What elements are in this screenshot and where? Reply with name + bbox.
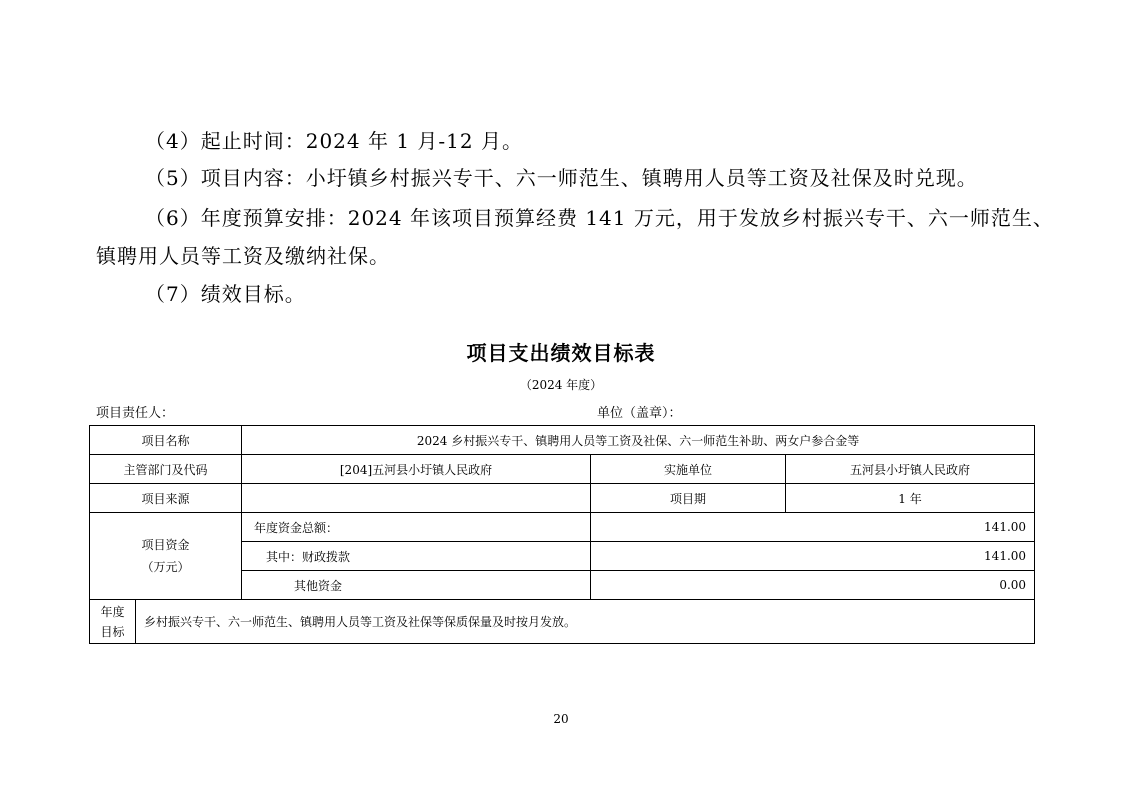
annual-goal-label-line2: 目标 — [100, 624, 125, 639]
annual-goal-label-line1: 年度 — [100, 604, 125, 619]
fiscal-funds-label: 其中：财政拨款 — [242, 542, 591, 571]
responsible-person-label: 项目责任人： — [96, 406, 175, 421]
source-label: 项目来源 — [90, 484, 242, 513]
funds-label-line2: （万元） — [141, 560, 190, 574]
project-name-value: 2024 乡村振兴专干、镇聘用人员等工资及社保、六一师范生补助、两女户参合金等 — [242, 426, 1035, 455]
table-title: 项目支出绩效目标表 — [466, 341, 656, 365]
funds-label — [90, 513, 242, 600]
paragraph-budget-line2: 镇聘用人员等工资及缴纳社保。 — [96, 244, 390, 268]
table-row — [90, 484, 1035, 513]
other-funds-label: 其他资金 — [242, 571, 591, 600]
annual-goal-label — [90, 600, 136, 644]
paragraph-performance-goal: （7）绩效目标。 — [145, 282, 306, 306]
dept-value: [204]五河县小圩镇人民政府 — [242, 455, 591, 484]
page-number: 20 — [553, 712, 569, 726]
total-funds-label: 年度资金总额： — [242, 513, 591, 542]
unit-seal-label: 单位（盖章）： — [597, 406, 682, 421]
dept-label: 主管部门及代码 — [90, 455, 242, 484]
paragraph-start-end-time: （4）起止时间：2024 年 1 月-12 月。 — [145, 129, 523, 153]
annual-goal-value: 乡村振兴专干、六一师范生、镇聘用人员等工资及社保等保质保量及时按月发放。 — [136, 600, 1035, 644]
fiscal-funds-value: 141.00 — [591, 542, 1035, 571]
project-name-label: 项目名称 — [90, 426, 242, 455]
table-row — [90, 600, 1035, 644]
impl-unit-label: 实施单位 — [591, 455, 786, 484]
other-funds-value: 0.00 — [591, 571, 1035, 600]
impl-unit-value: 五河县小圩镇人民政府 — [786, 455, 1035, 484]
table-year: （2024 年度） — [519, 378, 603, 392]
source-value — [242, 484, 591, 513]
table-row — [90, 426, 1035, 455]
total-funds-value: 141.00 — [591, 513, 1035, 542]
paragraph-project-content: （5）项目内容：小圩镇乡村振兴专干、六一师范生、镇聘用人员等工资及社保及时兑现。 — [145, 166, 978, 190]
table-row — [90, 455, 1035, 484]
performance-target-table — [89, 425, 1035, 644]
period-value: 1 年 — [786, 484, 1035, 513]
table-row — [90, 513, 1035, 542]
funds-label-line1: 项目资金 — [141, 538, 190, 552]
paragraph-budget-line1: （6）年度预算安排：2024 年该项目预算经费 141 万元，用于发放乡村振兴专干、六一师范生、 — [145, 206, 1054, 230]
period-label: 项目期 — [591, 484, 786, 513]
